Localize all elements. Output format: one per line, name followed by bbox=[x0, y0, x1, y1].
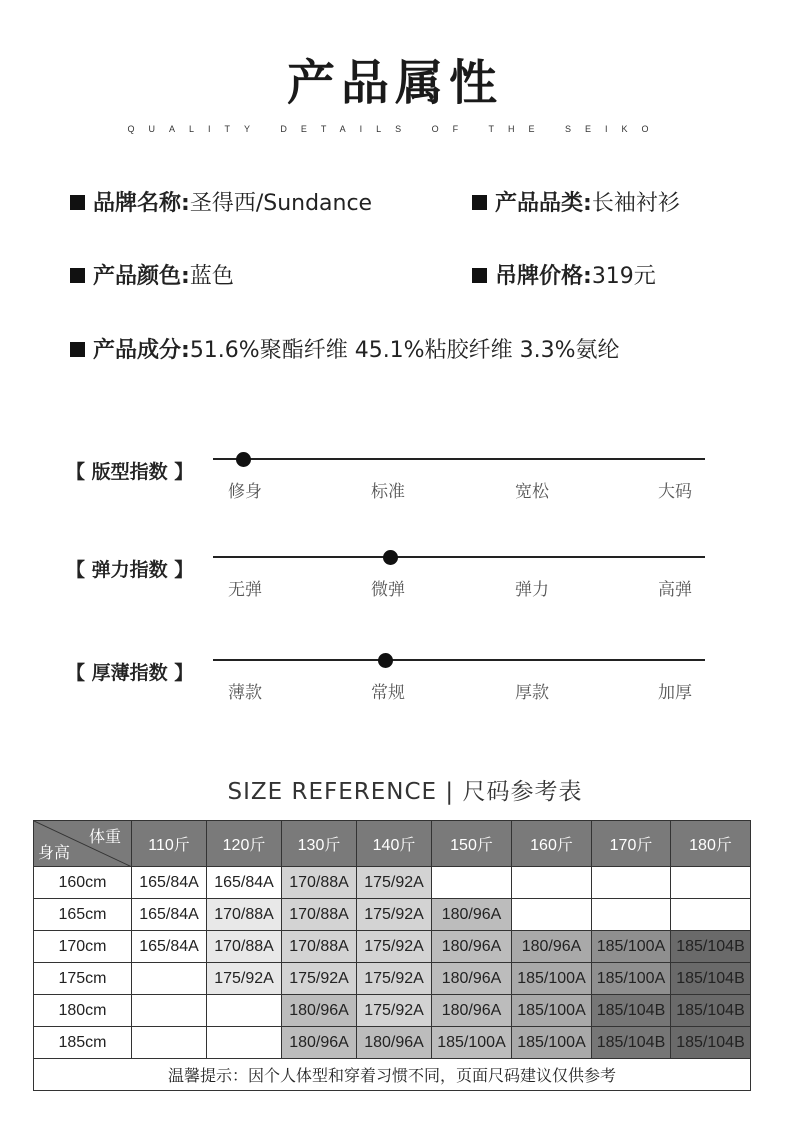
stretch-index-track bbox=[213, 556, 705, 558]
size-reference-table bbox=[33, 820, 751, 1091]
bullet-square-icon bbox=[472, 195, 487, 210]
table-row bbox=[34, 899, 751, 931]
attr-composition-label: 产品成分: bbox=[93, 338, 190, 363]
attr-category bbox=[472, 186, 680, 217]
bullet-square-icon bbox=[70, 342, 85, 357]
attr-brand bbox=[70, 186, 372, 217]
size-cell: 180/96A bbox=[512, 931, 592, 963]
attr-brand-label: 品牌名称: bbox=[93, 191, 190, 216]
size-cell bbox=[207, 995, 282, 1027]
size-cell: 180/96A bbox=[432, 995, 512, 1027]
fit-option: 宽松 bbox=[515, 482, 549, 502]
page-subtitle: QUALITY DETAILS OF THE SEIKO bbox=[127, 124, 663, 134]
size-cell: 185/100A bbox=[512, 995, 592, 1027]
size-cell: 175/92A bbox=[357, 963, 432, 995]
size-note-row bbox=[34, 1059, 751, 1091]
weight-header: 150斤 bbox=[432, 821, 512, 867]
weight-header: 180斤 bbox=[671, 821, 751, 867]
size-cell bbox=[207, 1027, 282, 1059]
size-header-row bbox=[34, 821, 751, 867]
size-cell: 165/84A bbox=[132, 867, 207, 899]
size-cell: 185/104B bbox=[592, 995, 671, 1027]
size-cell: 165/84A bbox=[132, 931, 207, 963]
size-cell bbox=[671, 899, 751, 931]
size-cell: 175/92A bbox=[357, 931, 432, 963]
table-row bbox=[34, 931, 751, 963]
table-row bbox=[34, 867, 751, 899]
corner-weight-label: 体重 bbox=[88, 829, 121, 846]
size-cell: 180/96A bbox=[432, 899, 512, 931]
size-cell bbox=[132, 1027, 207, 1059]
stretch-option: 高弹 bbox=[658, 580, 692, 600]
size-cell: 165/84A bbox=[132, 899, 207, 931]
thickness-option: 常规 bbox=[371, 683, 405, 703]
size-cell: 185/100A bbox=[512, 963, 592, 995]
size-cell bbox=[592, 899, 671, 931]
attr-color-value: 蓝色 bbox=[189, 264, 234, 289]
size-cell: 180/96A bbox=[282, 1027, 357, 1059]
size-cell: 175/92A bbox=[207, 963, 282, 995]
weight-header: 140斤 bbox=[357, 821, 432, 867]
attr-category-value: 长袖衬衫 bbox=[591, 191, 680, 216]
height-cell: 175cm bbox=[34, 963, 132, 995]
size-cell: 170/88A bbox=[282, 931, 357, 963]
fit-option: 大码 bbox=[658, 482, 692, 502]
size-cell: 180/96A bbox=[432, 931, 512, 963]
size-cell: 175/92A bbox=[282, 963, 357, 995]
size-cell: 185/100A bbox=[592, 931, 671, 963]
stretch-index-marker bbox=[383, 550, 398, 565]
size-cell: 185/100A bbox=[432, 1027, 512, 1059]
fit-option: 修身 bbox=[228, 482, 262, 502]
size-cell bbox=[132, 963, 207, 995]
table-row bbox=[34, 963, 751, 995]
height-cell: 160cm bbox=[34, 867, 132, 899]
attr-category-label: 产品品类: bbox=[495, 191, 592, 216]
weight-header: 110斤 bbox=[132, 821, 207, 867]
thickness-index-label: 【 厚薄指数 】 bbox=[66, 662, 194, 684]
size-cell: 185/104B bbox=[671, 963, 751, 995]
size-cell: 185/104B bbox=[592, 1027, 671, 1059]
bullet-square-icon bbox=[472, 268, 487, 283]
size-cell: 165/84A bbox=[207, 867, 282, 899]
attr-brand-value: 圣得西/Sundance bbox=[189, 191, 373, 216]
size-cell bbox=[671, 867, 751, 899]
page-title: 产品属性 bbox=[286, 55, 503, 111]
thickness-index-marker bbox=[378, 653, 393, 668]
size-cell bbox=[132, 995, 207, 1027]
size-cell: 185/104B bbox=[671, 995, 751, 1027]
size-cell: 185/104B bbox=[671, 931, 751, 963]
fit-option: 标准 bbox=[371, 482, 405, 502]
size-cell: 185/100A bbox=[512, 1027, 592, 1059]
size-cell: 180/96A bbox=[432, 963, 512, 995]
fit-index-label: 【 版型指数 】 bbox=[66, 461, 194, 483]
attr-color-label: 产品颜色: bbox=[93, 264, 190, 289]
height-cell: 180cm bbox=[34, 995, 132, 1027]
size-cell: 185/100A bbox=[592, 963, 671, 995]
weight-header: 160斤 bbox=[512, 821, 592, 867]
size-table-corner bbox=[34, 821, 132, 867]
size-cell bbox=[512, 867, 592, 899]
attr-composition bbox=[70, 333, 619, 364]
size-cell: 175/92A bbox=[357, 899, 432, 931]
size-cell bbox=[512, 899, 592, 931]
thickness-option: 薄款 bbox=[228, 683, 262, 703]
size-note: 温馨提示：因个人体型和穿着习惯不同，页面尺码建议仅供参考 bbox=[34, 1059, 751, 1091]
height-cell: 185cm bbox=[34, 1027, 132, 1059]
thickness-option: 厚款 bbox=[515, 683, 549, 703]
weight-header: 120斤 bbox=[207, 821, 282, 867]
fit-index-marker bbox=[236, 452, 251, 467]
size-cell: 180/96A bbox=[282, 995, 357, 1027]
height-cell: 170cm bbox=[34, 931, 132, 963]
bullet-square-icon bbox=[70, 195, 85, 210]
attr-color bbox=[70, 259, 234, 290]
size-reference-title: SIZE REFERENCE | 尺码参考表 bbox=[227, 779, 583, 805]
size-cell: 170/88A bbox=[207, 899, 282, 931]
bullet-square-icon bbox=[70, 268, 85, 283]
weight-header: 170斤 bbox=[592, 821, 671, 867]
stretch-option: 无弹 bbox=[228, 580, 262, 600]
size-cell: 170/88A bbox=[282, 899, 357, 931]
size-cell: 170/88A bbox=[207, 931, 282, 963]
height-cell: 165cm bbox=[34, 899, 132, 931]
size-cell: 170/88A bbox=[282, 867, 357, 899]
table-row bbox=[34, 1027, 751, 1059]
size-cell bbox=[432, 867, 512, 899]
table-row bbox=[34, 995, 751, 1027]
thickness-index-track bbox=[213, 659, 705, 661]
thickness-option: 加厚 bbox=[658, 683, 692, 703]
fit-index-track bbox=[213, 458, 705, 460]
attr-price bbox=[472, 259, 656, 290]
size-cell: 175/92A bbox=[357, 867, 432, 899]
size-cell: 185/104B bbox=[671, 1027, 751, 1059]
corner-height-label: 身高 bbox=[38, 845, 71, 862]
size-cell bbox=[592, 867, 671, 899]
size-cell: 180/96A bbox=[357, 1027, 432, 1059]
attr-price-value: 319元 bbox=[591, 264, 656, 289]
stretch-index-label: 【 弹力指数 】 bbox=[66, 559, 194, 581]
size-cell: 175/92A bbox=[357, 995, 432, 1027]
stretch-option: 弹力 bbox=[515, 580, 549, 600]
stretch-option: 微弹 bbox=[371, 580, 405, 600]
attr-composition-value: 51.6%聚酯纤维 45.1%粘胶纤维 3.3%氨纶 bbox=[189, 338, 620, 363]
attr-price-label: 吊牌价格: bbox=[495, 264, 592, 289]
weight-header: 130斤 bbox=[282, 821, 357, 867]
